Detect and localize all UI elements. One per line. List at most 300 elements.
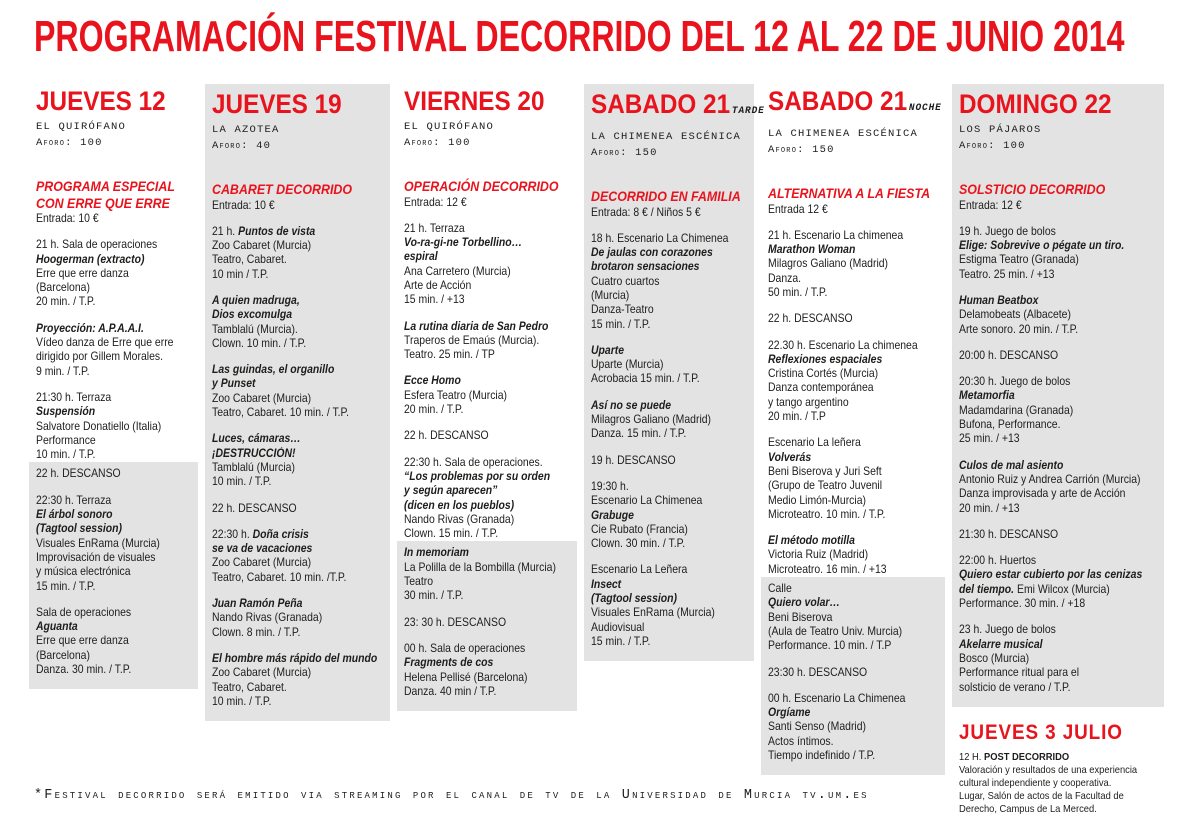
line-text: brotaron sensaciones bbox=[591, 260, 700, 274]
event-line bbox=[404, 499, 553, 513]
event-line bbox=[959, 225, 1137, 239]
line-text: 20 min. / T.P. bbox=[36, 295, 96, 309]
line-text: 00 h. Sala de operaciones bbox=[404, 641, 526, 655]
event-line bbox=[212, 542, 366, 556]
streaming-footer-note: *Festival decorrido será emitido via streaming por el canal de tv de la Universidad de Murcia tv.um.es bbox=[34, 788, 869, 803]
line-text: Proyección: A.P.A.A.I. bbox=[36, 321, 144, 335]
event-block bbox=[212, 294, 383, 351]
event-line bbox=[768, 706, 921, 720]
line-text: Cie Rubato (Francia) bbox=[591, 522, 688, 536]
line-text: Entrada: 10 € bbox=[212, 198, 275, 212]
gray-panel bbox=[761, 577, 945, 775]
event-line bbox=[404, 616, 553, 630]
line-text: Entrada 12 € bbox=[768, 202, 828, 216]
event-line bbox=[959, 487, 1137, 501]
event-block bbox=[768, 229, 938, 300]
line-text: Danza-Teatro bbox=[591, 303, 654, 317]
event-line bbox=[959, 638, 1137, 652]
event-line bbox=[591, 399, 731, 413]
line-text: POST DECORRIDO bbox=[983, 751, 1070, 763]
event-line bbox=[36, 634, 176, 648]
event-line bbox=[768, 257, 921, 271]
event-line bbox=[36, 649, 176, 663]
line-text: Vo-ra-gi-ne Torbellino… bbox=[404, 236, 523, 250]
column-3 bbox=[397, 84, 577, 711]
line-text: Danza contemporánea bbox=[768, 381, 874, 395]
line-text: El hombre más rápido del mundo bbox=[212, 651, 378, 665]
event-line bbox=[591, 578, 731, 592]
line-text: Teatro bbox=[404, 575, 434, 589]
event-block bbox=[591, 454, 747, 468]
event-line bbox=[959, 652, 1137, 666]
line-text: Performance. 30 min. / +18 bbox=[959, 597, 1086, 611]
day-label: SABADO 21 bbox=[768, 86, 908, 116]
event-line bbox=[768, 312, 921, 326]
section-title-text: DECORRIDO EN FAMILIA bbox=[591, 189, 741, 204]
line-text: Calle bbox=[768, 582, 792, 596]
event-line bbox=[404, 265, 553, 279]
line-text: 22:30 h. Sala de operaciones. bbox=[404, 455, 543, 469]
event-line bbox=[404, 236, 553, 250]
line-text: Derecho, Campus de La Merced. bbox=[959, 803, 1097, 815]
event-block bbox=[36, 467, 191, 481]
event-block bbox=[404, 456, 570, 542]
white-panel bbox=[397, 84, 577, 541]
event-line bbox=[959, 349, 1137, 363]
event-line bbox=[959, 568, 1143, 582]
line-text: Victoria Ruiz (Madrid) bbox=[768, 548, 869, 562]
venue-label: LA CHIMENEA ESCÉNICA bbox=[768, 128, 919, 140]
event-line bbox=[212, 651, 378, 666]
event-line bbox=[404, 527, 553, 541]
event-line bbox=[404, 389, 553, 403]
event-line bbox=[959, 597, 1137, 611]
line-text: Entrada: 12 € bbox=[404, 195, 467, 209]
line-text: 21:30 h. Terraza bbox=[36, 390, 112, 404]
event-line bbox=[36, 267, 176, 281]
event-line bbox=[768, 339, 921, 353]
day-label: JUEVES 19 bbox=[212, 89, 342, 119]
event-line bbox=[768, 611, 921, 625]
day-header bbox=[36, 86, 176, 116]
event-line bbox=[36, 212, 176, 226]
line-text: Improvisación de visuales bbox=[36, 550, 156, 564]
event-line bbox=[404, 222, 553, 236]
line-text: El método motilla bbox=[768, 534, 855, 548]
event-line bbox=[768, 625, 921, 639]
event-block bbox=[591, 232, 747, 332]
event-line bbox=[36, 391, 176, 405]
event-line bbox=[591, 454, 731, 468]
event-line bbox=[36, 253, 176, 267]
event-line bbox=[36, 281, 176, 295]
venue-label: LA CHIMENEA ESCÉNICA bbox=[591, 131, 742, 143]
event-line bbox=[36, 537, 176, 551]
line-text: Vídeo danza de Erre que erre bbox=[36, 336, 174, 350]
day-time-tag: TARDE bbox=[731, 105, 765, 117]
day-header bbox=[768, 86, 942, 123]
event-line bbox=[36, 494, 176, 508]
event-block bbox=[36, 238, 191, 309]
event-line bbox=[591, 206, 731, 220]
post-day-header: JUEVES 3 JULIO bbox=[959, 720, 1123, 744]
event-line bbox=[768, 353, 921, 367]
event-line bbox=[36, 420, 176, 434]
line-text: Bosco (Murcia) bbox=[959, 651, 1030, 665]
event-line bbox=[212, 528, 366, 542]
event-line bbox=[36, 365, 176, 379]
event-block bbox=[404, 320, 570, 363]
event-block bbox=[404, 546, 570, 603]
event-line bbox=[768, 410, 921, 424]
line-text: solsticio de verano / T.P. bbox=[959, 680, 1071, 694]
event-line bbox=[36, 467, 176, 481]
event-line bbox=[36, 663, 176, 677]
program-columns bbox=[29, 84, 1164, 816]
event-line bbox=[959, 294, 1137, 308]
event-line bbox=[212, 475, 366, 489]
line-text: Marathon Woman bbox=[768, 243, 856, 257]
event-line bbox=[959, 583, 1137, 597]
event-line bbox=[404, 320, 553, 334]
line-text: Clown. 8 min. / T.P. bbox=[212, 625, 301, 639]
line-text: Microteatro. 16 min. / +13 bbox=[768, 562, 887, 576]
event-line bbox=[212, 253, 366, 267]
line-text: Tiempo indefinido / T.P. bbox=[768, 749, 876, 762]
line-text: Dios excomulga bbox=[212, 308, 293, 322]
line-text: cultural independiente y cooperativa. bbox=[959, 777, 1112, 789]
line-text: Medio Limón-Murcia) bbox=[768, 493, 867, 507]
line-text: Volverás bbox=[768, 450, 812, 464]
day-header bbox=[591, 89, 765, 126]
event-line bbox=[768, 563, 921, 577]
line-text: 21:30 h. DESCANSO bbox=[959, 527, 1059, 541]
day-header bbox=[959, 89, 1137, 119]
line-text: Visuales EnRama (Murcia) bbox=[36, 536, 160, 550]
event-line bbox=[212, 323, 366, 337]
event-line bbox=[212, 377, 366, 391]
event-line bbox=[591, 523, 731, 537]
line-text: 22 h. DESCANSO bbox=[404, 429, 489, 443]
event-line bbox=[591, 303, 731, 317]
line-text: El árbol sonoro bbox=[36, 508, 113, 522]
section-title-text: CABARET DECORRIDO bbox=[212, 182, 353, 197]
line-text: Valoración y resultados de una experiencia bbox=[959, 764, 1138, 776]
event-line bbox=[959, 418, 1137, 432]
event-line bbox=[212, 432, 366, 446]
event-line bbox=[959, 375, 1137, 389]
line-text: Puntos de vista bbox=[238, 224, 316, 238]
event-line bbox=[959, 554, 1137, 568]
line-text: Teatro, Cabaret. bbox=[212, 253, 287, 267]
event-block bbox=[212, 528, 383, 585]
event-line bbox=[212, 681, 366, 695]
line-text: 20:00 h. DESCANSO bbox=[959, 348, 1059, 362]
event-line bbox=[768, 749, 921, 763]
line-text: Luces, cámaras… bbox=[212, 432, 301, 446]
event-line bbox=[591, 494, 731, 508]
event-line bbox=[212, 447, 366, 461]
line-text: Actos íntimos. bbox=[768, 734, 834, 748]
line-text: Quiero volar… bbox=[768, 596, 840, 610]
event-line bbox=[591, 537, 731, 551]
line-text: 12 H. bbox=[959, 751, 984, 763]
event-line bbox=[212, 502, 366, 516]
line-text: 22 h. DESCANSO bbox=[36, 467, 121, 481]
line-text: Arte de Acción bbox=[404, 278, 472, 292]
line-text: Culos de mal asiento bbox=[959, 458, 1064, 472]
event-line bbox=[404, 179, 559, 196]
event-block bbox=[959, 459, 1157, 516]
line-text: Nando Rivas (Granada) bbox=[212, 611, 323, 625]
section-title-text: SOLSTICIO DECORRIDO bbox=[959, 182, 1106, 197]
line-text: (Tagtool session) bbox=[591, 592, 677, 606]
line-text: Delamobeats (Albacete) bbox=[959, 308, 1071, 322]
line-text: Danza improvisada y arte de Acción bbox=[959, 487, 1126, 501]
line-text: 00 h. Escenario La Chimenea bbox=[768, 691, 906, 705]
venue-label: LOS PÁJAROS bbox=[959, 124, 1042, 136]
event-line bbox=[768, 243, 921, 257]
event-line bbox=[404, 429, 553, 443]
event-line bbox=[768, 229, 921, 243]
line-text: se va de vacaciones bbox=[212, 542, 313, 556]
event-line bbox=[768, 451, 921, 465]
line-text: 22:30 h. Terraza bbox=[36, 493, 112, 507]
line-text: Escenario La Leñera bbox=[591, 563, 688, 577]
event-line bbox=[404, 546, 553, 560]
line-text: Arte sonoro. 20 min. / T.P. bbox=[959, 322, 1079, 336]
event-line bbox=[591, 635, 731, 649]
event-block bbox=[212, 597, 383, 640]
event-line bbox=[768, 735, 921, 749]
event-line bbox=[959, 239, 1137, 253]
event-block bbox=[591, 399, 747, 442]
event-block bbox=[591, 189, 747, 220]
event-block bbox=[212, 363, 383, 420]
line-text: Entrada: 8 € / Niños 5 € bbox=[591, 205, 701, 219]
event-line bbox=[404, 685, 553, 699]
event-line bbox=[768, 436, 921, 450]
event-block bbox=[768, 339, 938, 425]
event-line bbox=[212, 308, 366, 322]
line-text: (Tagtool session) bbox=[36, 522, 122, 536]
line-text: 10 min. / T.P. bbox=[36, 448, 96, 462]
event-line bbox=[959, 404, 1137, 418]
event-block bbox=[212, 182, 383, 213]
event-line bbox=[591, 275, 731, 289]
event-line bbox=[768, 381, 921, 395]
event-block bbox=[768, 312, 938, 326]
section-title-text: CON ERRE QUE ERRE bbox=[36, 195, 170, 211]
day-label: SABADO 21 bbox=[591, 89, 731, 119]
event-line bbox=[404, 196, 553, 210]
line-text: Traperos de Emaús (Murcia). bbox=[404, 333, 540, 347]
event-line bbox=[959, 790, 1137, 803]
venue-label: EL QUIRÓFANO bbox=[36, 121, 127, 133]
event-line bbox=[959, 389, 1137, 403]
event-line bbox=[959, 432, 1137, 446]
event-line bbox=[959, 777, 1137, 790]
event-line bbox=[404, 334, 553, 348]
gray-panel bbox=[952, 84, 1164, 707]
line-text: 22:30 h. bbox=[212, 527, 253, 541]
line-text: Sala de operaciones bbox=[36, 605, 132, 619]
line-text: 21 h. bbox=[212, 224, 239, 238]
line-text: Performance bbox=[36, 433, 96, 447]
venue-label: LA AZOTEA bbox=[212, 124, 280, 136]
line-text: Ecce Homo bbox=[404, 374, 461, 388]
event-line bbox=[36, 448, 176, 462]
event-line bbox=[212, 337, 366, 351]
event-block bbox=[591, 563, 747, 649]
line-text: 9 min. / T.P. bbox=[36, 364, 90, 378]
event-line bbox=[591, 344, 731, 358]
line-text: Zoo Cabaret (Murcia) bbox=[212, 391, 312, 405]
section-title-text: OPERACIÓN DECORRIDO bbox=[404, 179, 559, 194]
event-line bbox=[36, 508, 176, 522]
line-text: Cristina Cortés (Murcia) bbox=[768, 367, 879, 381]
event-line bbox=[212, 182, 366, 199]
line-text: Tamblalú (Murcia). bbox=[212, 322, 298, 336]
line-text: 21 h. Escenario La chimenea bbox=[768, 228, 904, 242]
line-text: Acrobacia 15 min. / T.P. bbox=[591, 372, 700, 386]
line-text: Suspensión bbox=[36, 405, 96, 419]
line-text: Tamblalú (Murcia) bbox=[212, 460, 295, 474]
event-line bbox=[959, 199, 1137, 213]
event-block bbox=[768, 666, 938, 680]
event-line bbox=[36, 322, 176, 336]
event-line bbox=[404, 656, 553, 670]
event-block bbox=[768, 692, 938, 763]
line-text: 18 h. Escenario La Chimenea bbox=[591, 231, 729, 245]
event-line bbox=[212, 597, 366, 611]
line-text: Clown. 15 min. / T.P. bbox=[404, 527, 499, 541]
line-text: Estigma Teatro (Granada) bbox=[959, 253, 1079, 267]
event-block bbox=[36, 179, 191, 226]
event-line bbox=[591, 318, 731, 332]
event-line bbox=[36, 405, 176, 419]
event-line bbox=[768, 596, 921, 610]
line-text: y según aparecen” bbox=[404, 484, 498, 498]
line-text: 23 h. Juego de bolos bbox=[959, 623, 1056, 637]
page-title: PROGRAMACIÓN FESTIVAL DECORRIDO DEL 12 AL 22 DE JUNIO 2014 bbox=[34, 12, 1125, 61]
event-block bbox=[959, 349, 1157, 363]
event-line bbox=[768, 534, 921, 548]
event-line bbox=[591, 358, 731, 372]
event-block bbox=[212, 502, 383, 516]
line-text: dirigido por Gillem Morales. bbox=[36, 350, 163, 364]
line-text: La Polilla de la Bombilla (Murcia) bbox=[404, 560, 556, 574]
line-text: Beni Biserova y Juri Seft bbox=[768, 464, 882, 478]
event-block bbox=[959, 294, 1157, 337]
line-text: del tiempo. bbox=[959, 582, 1015, 596]
event-line bbox=[36, 238, 176, 252]
event-line bbox=[404, 293, 553, 307]
line-text: 19 h. DESCANSO bbox=[591, 453, 676, 467]
line-text: Zoo Cabaret (Murcia) bbox=[212, 556, 312, 570]
event-line bbox=[591, 606, 731, 620]
event-line bbox=[591, 592, 731, 606]
line-text: Nando Rivas (Granada) bbox=[404, 512, 515, 526]
line-text: Lugar, Salón de actos de la Facultad de bbox=[959, 790, 1124, 802]
event-line bbox=[591, 427, 731, 441]
venue-label: EL QUIRÓFANO bbox=[404, 121, 495, 133]
line-text: 30 min. / T.P. bbox=[404, 589, 464, 603]
line-text: Fragments de cos bbox=[404, 656, 494, 670]
line-text: Entrada: 10 € bbox=[36, 212, 99, 225]
line-text: Helena Pellisé (Barcelona) bbox=[404, 670, 528, 684]
line-text: Grabuge bbox=[591, 508, 634, 522]
event-block bbox=[768, 186, 938, 217]
event-line bbox=[212, 695, 366, 709]
event-line bbox=[768, 479, 921, 493]
line-text: 19 h. Juego de bolos bbox=[959, 224, 1056, 238]
event-block bbox=[404, 374, 570, 417]
line-text: Salvatore Donatiello (Italia) bbox=[36, 419, 162, 433]
day-label: JUEVES 12 bbox=[36, 86, 166, 116]
capacity-label: Aforo: 100 bbox=[36, 137, 103, 149]
line-text: A quien madruga, bbox=[212, 293, 300, 307]
line-text: Human Beatbox bbox=[959, 293, 1039, 307]
line-text: Performance ritual para el bbox=[959, 666, 1080, 680]
event-block bbox=[591, 480, 747, 551]
line-text: Hoogerman (extracto) bbox=[36, 252, 145, 266]
line-text: Doña crisis bbox=[252, 527, 309, 541]
event-line bbox=[959, 323, 1137, 337]
line-text: Teatro. 25 min. / +13 bbox=[959, 267, 1055, 281]
line-text: 15 min. / T.P. bbox=[591, 634, 651, 648]
line-text: 50 min. / T.P. bbox=[768, 285, 828, 299]
event-line bbox=[36, 606, 176, 620]
white-panel bbox=[29, 84, 198, 462]
event-block bbox=[36, 606, 191, 677]
event-line bbox=[591, 232, 731, 246]
capacity-label: Aforo: 40 bbox=[212, 140, 272, 152]
line-text: Entrada: 12 € bbox=[959, 198, 1022, 212]
event-line bbox=[404, 374, 553, 388]
column-1 bbox=[29, 84, 198, 689]
event-line bbox=[959, 623, 1137, 637]
event-line bbox=[404, 403, 553, 417]
event-line bbox=[768, 272, 921, 286]
event-block bbox=[212, 432, 383, 489]
event-block bbox=[404, 179, 570, 210]
line-text: Aguanta bbox=[36, 620, 78, 634]
line-text: 10 min / T.P. bbox=[212, 267, 269, 281]
line-text: Antonio Ruiz y Andrea Carrión (Murcia) bbox=[959, 472, 1141, 486]
day-label: VIERNES 20 bbox=[404, 86, 545, 116]
line-text: Teatro, Cabaret. 10 min. /T.P. bbox=[212, 570, 347, 584]
line-text: La rutina diaria de San Pedro bbox=[404, 319, 549, 333]
event-line bbox=[212, 666, 366, 680]
line-text: Santi Senso (Madrid) bbox=[768, 720, 867, 734]
column-2 bbox=[205, 84, 390, 721]
event-line bbox=[591, 563, 731, 577]
event-block bbox=[959, 375, 1157, 446]
event-block bbox=[36, 494, 191, 594]
line-text: 21 h. Sala de operaciones bbox=[36, 238, 158, 252]
line-text: Zoo Cabaret (Murcia) bbox=[212, 666, 312, 680]
capacity-label: Aforo: 100 bbox=[404, 137, 471, 149]
day-header bbox=[212, 89, 366, 119]
line-text: 20:30 h. Juego de bolos bbox=[959, 375, 1071, 389]
line-text: ¡DESTRUCCIÓN! bbox=[212, 446, 296, 460]
event-line bbox=[768, 494, 921, 508]
event-line bbox=[959, 502, 1137, 516]
line-text: Microteatro. 10 min. / T.P. bbox=[768, 507, 886, 521]
event-line bbox=[36, 522, 176, 536]
line-text: Teatro, Cabaret. bbox=[212, 680, 287, 694]
